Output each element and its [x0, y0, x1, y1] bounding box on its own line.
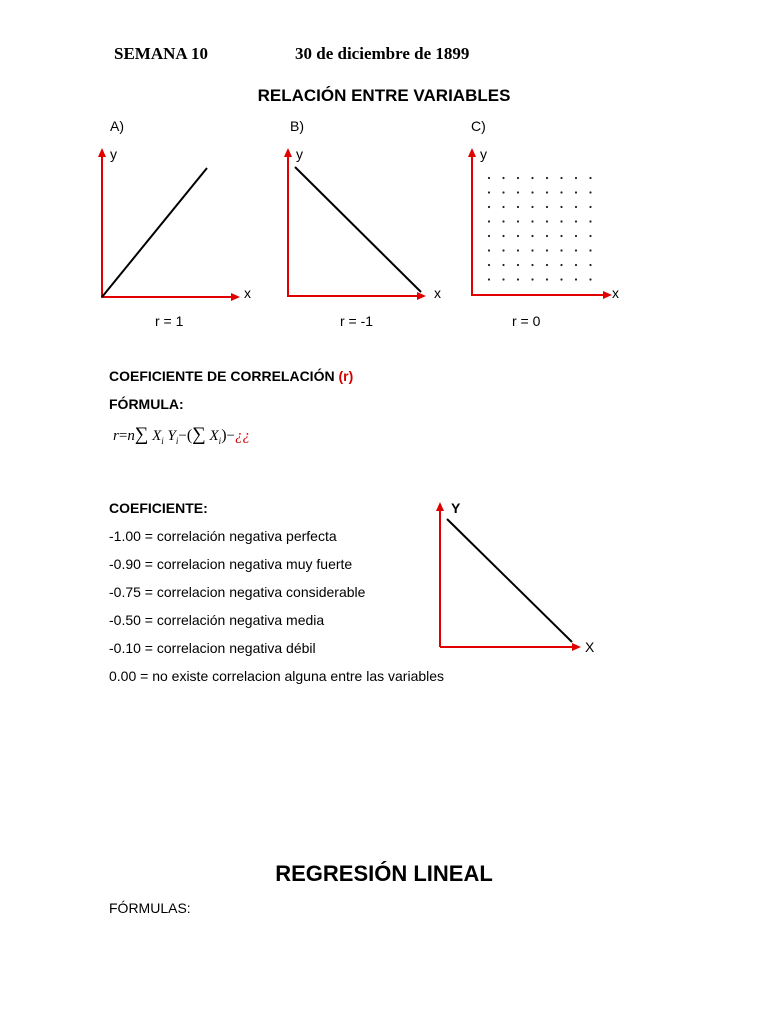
- scatter-dot: [502, 206, 504, 208]
- graph-b-trend-line: [295, 167, 421, 292]
- scatter-dot: [589, 206, 591, 208]
- graph-b: [276, 140, 446, 315]
- scatter-dot: [517, 220, 519, 222]
- scatter-dot: [488, 206, 490, 208]
- scatter-dot: [531, 235, 533, 237]
- graph-a-letter: A): [110, 118, 124, 134]
- scatter-dot: [589, 220, 591, 222]
- coefficient-item: -1.00 = correlación negativa perfecta: [109, 528, 337, 544]
- graph-a-trend-line: [102, 168, 207, 297]
- graph-b-x-arrow: [417, 292, 426, 300]
- scatter-dot: [560, 220, 562, 222]
- scatter-dot: [517, 264, 519, 266]
- graph-a: [90, 140, 260, 315]
- formula-label: FÓRMULA:: [109, 396, 184, 412]
- scatter-dot: [589, 264, 591, 266]
- correlation-formula: r=n∑ $X_i$ $Y_i-(\sum$ $X_i)-¿¿$: [113, 424, 250, 446]
- scatter-dot: [488, 220, 490, 222]
- correlation-heading: COEFICIENTE DE CORRELACIÓN (r): [109, 368, 354, 384]
- correlation-symbol: (r): [338, 368, 354, 384]
- scatter-dot: [488, 249, 490, 251]
- scatter-dot: [488, 191, 490, 193]
- scatter-dot: [517, 235, 519, 237]
- coefficient-heading: COEFICIENTE:: [109, 500, 208, 516]
- graph-c-x-label: x: [612, 285, 619, 301]
- scatter-dot: [546, 206, 548, 208]
- scatter-dot: [575, 249, 577, 251]
- scatter-dot: [517, 177, 519, 179]
- scatter-dot: [546, 220, 548, 222]
- section-title-relacion: RELACIÓN ENTRE VARIABLES: [257, 86, 511, 105]
- scatter-dot: [589, 235, 591, 237]
- scatter-dot: [575, 206, 577, 208]
- scatter-dot: [575, 191, 577, 193]
- graph-a-y-label: y: [110, 146, 117, 162]
- graph-c-scatter: [488, 177, 592, 281]
- graph-c-x-arrow: [603, 291, 612, 299]
- scatter-dot: [488, 235, 490, 237]
- scatter-dot: [546, 249, 548, 251]
- graph-a-x-arrow: [231, 293, 240, 301]
- coefficient-item: -0.10 = correlacion negativa débil: [109, 640, 316, 656]
- scatter-dot: [517, 206, 519, 208]
- coefficient-item: -0.75 = correlacion negativa considerable: [109, 584, 366, 600]
- scatter-dot: [502, 220, 504, 222]
- scatter-dot: [531, 264, 533, 266]
- scatter-dot: [502, 177, 504, 179]
- coefficient-item: -0.90 = correlacion negativa muy fuerte: [109, 556, 353, 572]
- scatter-dot: [560, 249, 562, 251]
- scatter-dot: [560, 191, 562, 193]
- scatter-dot: [502, 278, 504, 280]
- graph-a-y-arrow: [98, 148, 106, 157]
- coefficient-item: 0.00 = no existe correlacion alguna entre las variables: [109, 668, 445, 684]
- scatter-dot: [531, 249, 533, 251]
- scatter-dot: [575, 177, 577, 179]
- section-title-regresion: REGRESIÓN LINEAL: [275, 861, 493, 886]
- scatter-dot: [502, 235, 504, 237]
- scatter-dot: [560, 177, 562, 179]
- scatter-dot: [502, 264, 504, 266]
- graph-c: [460, 140, 630, 315]
- scatter-dot: [560, 206, 562, 208]
- scatter-dot: [575, 278, 577, 280]
- scatter-dot: [575, 264, 577, 266]
- scatter-dot: [575, 235, 577, 237]
- graph-b-r-label: r = -1: [340, 313, 374, 329]
- graph-b-y-label: y: [296, 146, 303, 162]
- week-label: SEMANA 10: [114, 44, 208, 63]
- scatter-dot: [488, 177, 490, 179]
- scatter-dot: [546, 235, 548, 237]
- graph-a-x-label: x: [244, 285, 251, 301]
- scatter-dot: [546, 264, 548, 266]
- formulas-label: FÓRMULAS:: [109, 900, 191, 916]
- neg-graph-y-label: Y: [451, 500, 461, 516]
- scatter-dot: [488, 264, 490, 266]
- scatter-dot: [546, 278, 548, 280]
- scatter-dot: [560, 278, 562, 280]
- scatter-dot: [517, 191, 519, 193]
- scatter-dot: [575, 220, 577, 222]
- neg-graph-x-arrow: [572, 643, 581, 651]
- scatter-dot: [560, 264, 562, 266]
- negative-correlation-graph: [430, 494, 600, 659]
- graph-c-y-label: y: [480, 146, 487, 162]
- scatter-dot: [517, 278, 519, 280]
- scatter-dot: [502, 191, 504, 193]
- scatter-dot: [531, 220, 533, 222]
- graph-b-x-label: x: [434, 285, 441, 301]
- graph-c-letter: C): [471, 118, 486, 134]
- scatter-dot: [560, 235, 562, 237]
- scatter-dot: [531, 191, 533, 193]
- scatter-dot: [546, 177, 548, 179]
- scatter-dot: [488, 278, 490, 280]
- graph-c-r-label: r = 0: [512, 313, 541, 329]
- neg-graph-y-arrow: [436, 502, 444, 511]
- graph-c-y-arrow: [468, 148, 476, 157]
- graph-a-r-label: r = 1: [155, 313, 184, 329]
- date-label: 30 de diciembre de 1899: [295, 44, 470, 63]
- coefficient-item: -0.50 = correlación negativa media: [109, 612, 325, 628]
- graph-b-letter: B): [290, 118, 304, 134]
- neg-graph-x-label: X: [585, 639, 595, 655]
- scatter-dot: [546, 191, 548, 193]
- graph-b-y-arrow: [284, 148, 292, 157]
- scatter-dot: [589, 177, 591, 179]
- scatter-dot: [589, 278, 591, 280]
- scatter-dot: [531, 206, 533, 208]
- scatter-dot: [531, 177, 533, 179]
- scatter-dot: [531, 278, 533, 280]
- scatter-dot: [589, 191, 591, 193]
- scatter-dot: [502, 249, 504, 251]
- scatter-dot: [517, 249, 519, 251]
- scatter-dot: [589, 249, 591, 251]
- neg-graph-trend-line: [447, 519, 572, 642]
